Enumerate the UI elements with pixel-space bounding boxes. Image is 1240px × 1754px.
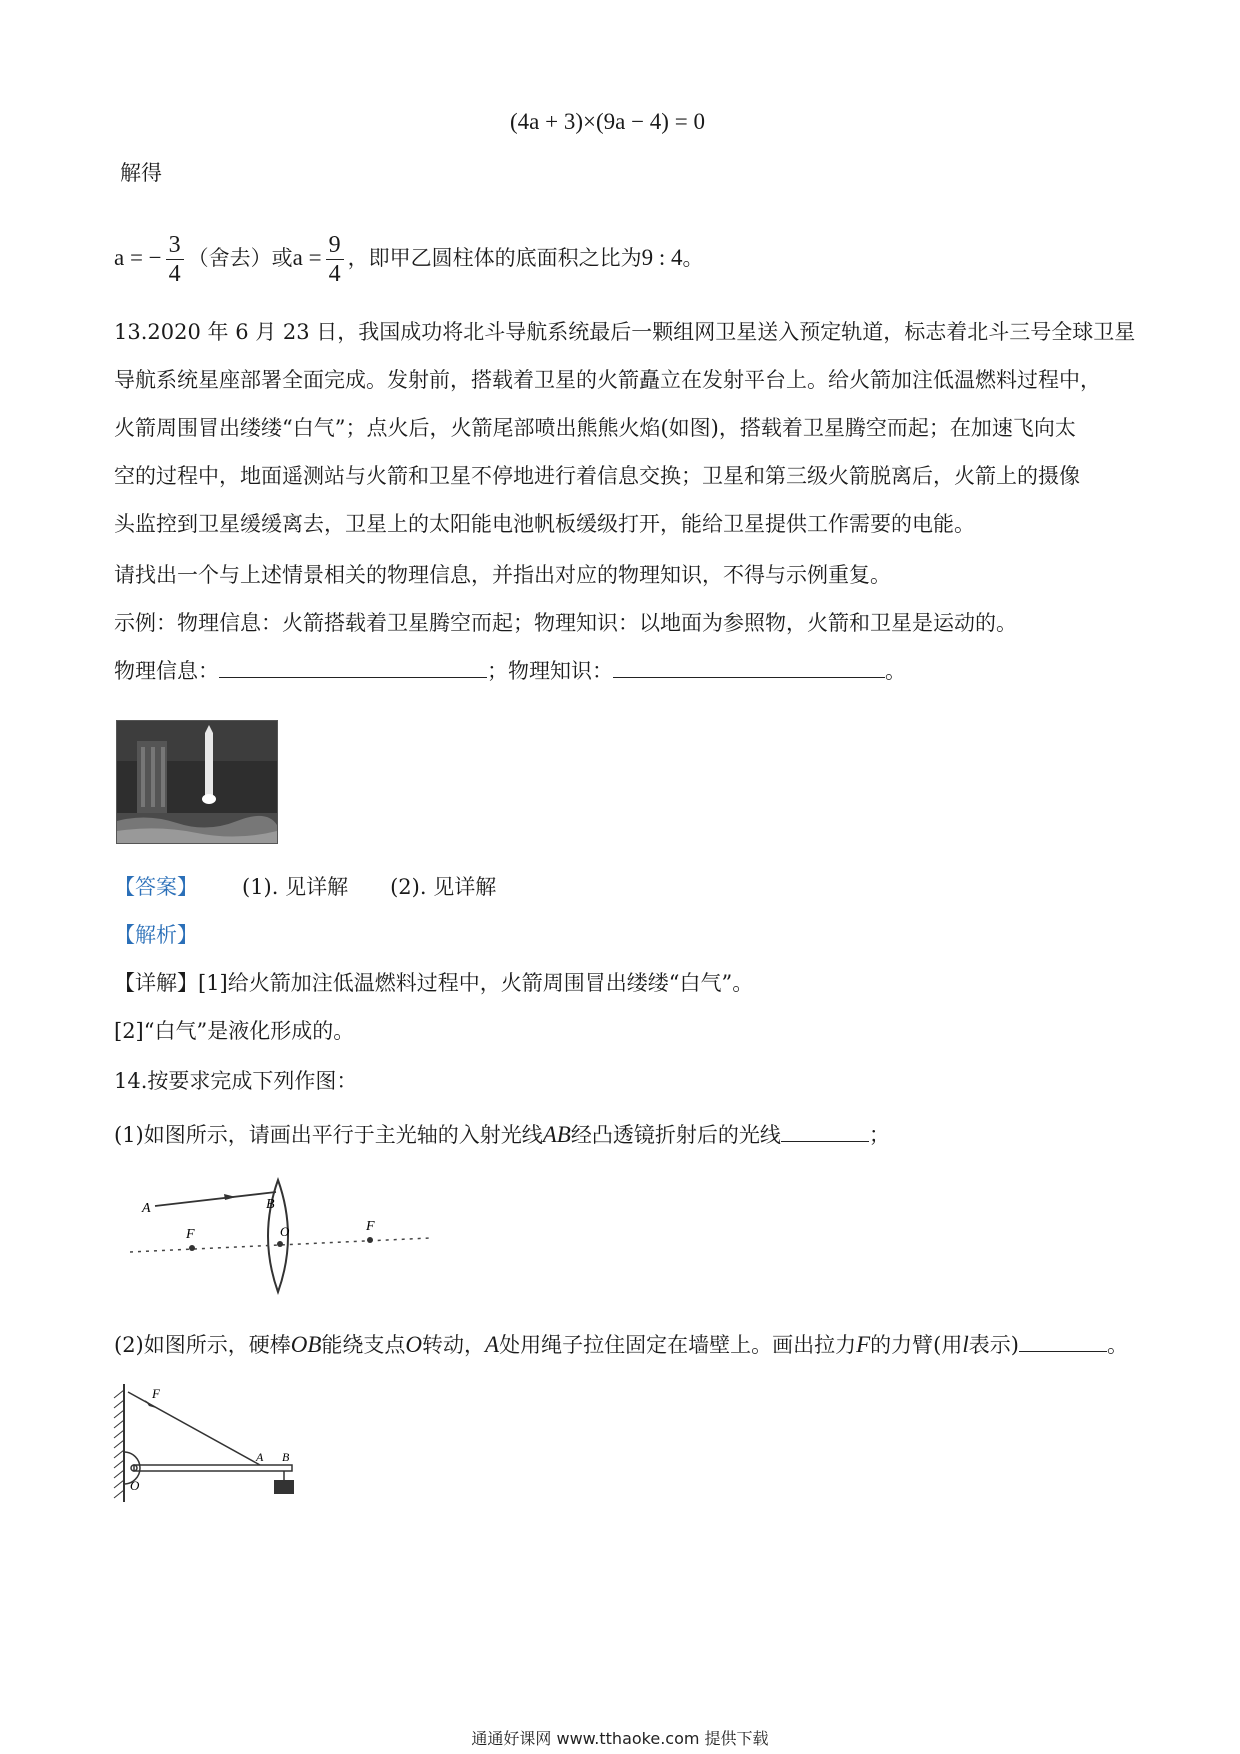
detail-1: [1]给火箭加注低温燃料过程中，火箭周围冒出缕缕“白气”。 bbox=[198, 971, 754, 995]
q14-part2-var-ob: OB bbox=[290, 1332, 322, 1357]
detail-tag: 【详解】 bbox=[114, 971, 198, 995]
knowledge-blank[interactable] bbox=[613, 657, 885, 678]
q13-example: 示例：物理信息：火箭搭载着卫星腾空而起；物理知识：以地面为参照物，火箭和卫星是运动的。 bbox=[114, 611, 1017, 635]
q14-part2-text-d: 处用绳子拉住固定在墙壁上。画出拉力 bbox=[499, 1333, 857, 1357]
lever-label-a: A bbox=[256, 1450, 264, 1464]
fraction-9-4: $\frac{9}{4}$ bbox=[326, 231, 344, 288]
q13-prompt: 请找出一个与上述情景相关的物理信息，并指出对应的物理知识，不得与示例重复。 bbox=[114, 563, 891, 587]
ray-arrow bbox=[224, 1194, 236, 1200]
q14-part1-end: ； bbox=[868, 1123, 890, 1147]
q14-part2-text-a: (2)如图所示，硬棒 bbox=[114, 1333, 291, 1357]
hanging-weight bbox=[274, 1480, 294, 1494]
focus-left-point bbox=[189, 1245, 195, 1251]
q14-part1-text-a: (1)如图所示，请画出平行于主光轴的入射光线 bbox=[114, 1123, 543, 1147]
conclusion-text: ，即甲乙圆柱体的底面积之比为 bbox=[347, 246, 642, 270]
q13-line-2: 导航系统星座部署全面完成。发射前，搭载着卫星的火箭矗立在发射平台上。给火箭加注低温燃料过程中， bbox=[114, 368, 1101, 392]
detail-line-2: [2]“白气”是液化形成的。 bbox=[114, 1019, 355, 1043]
rocket-launch-photo bbox=[116, 720, 278, 844]
q14-title: 14.按要求完成下列作图： bbox=[114, 1069, 358, 1093]
ratio: 9 : 4 bbox=[641, 245, 683, 270]
analysis-tag: 【解析】 bbox=[114, 923, 198, 947]
force-arrow bbox=[145, 1400, 156, 1408]
label-f-right: F bbox=[366, 1219, 375, 1234]
lever-label-f: F bbox=[152, 1386, 160, 1401]
q14-part2-var-a: A bbox=[485, 1332, 500, 1357]
q14-part2-var-l: l bbox=[962, 1332, 969, 1357]
wall-hatching bbox=[114, 1390, 124, 1498]
q14-part1 bbox=[114, 1120, 890, 1150]
fraction-3-4: $\frac{3}{4}$ bbox=[166, 231, 184, 288]
q14-part1-text-b: 经凸透镜折射后的光线 bbox=[570, 1123, 781, 1147]
info-label: 物理信息： bbox=[114, 659, 219, 683]
label-a: A bbox=[142, 1201, 151, 1216]
q14-part2-text-f: 表示) bbox=[968, 1333, 1019, 1357]
info-blank[interactable] bbox=[219, 657, 487, 678]
q14-part2 bbox=[114, 1330, 1128, 1360]
lever-label-o: O bbox=[130, 1478, 140, 1493]
answer-period: 。 bbox=[885, 659, 906, 683]
q13-answer-line bbox=[114, 656, 906, 686]
lever-label-b: B bbox=[282, 1450, 290, 1464]
optical-center-point bbox=[277, 1241, 283, 1247]
rod-ob bbox=[134, 1465, 292, 1471]
focus-right-point bbox=[367, 1237, 373, 1243]
q13-line-5: 头监控到卫星缓缓离去，卫星上的太阳能电池帆板缓级打开，能给卫星提供工作需要的电能。 bbox=[114, 512, 975, 536]
answer-1: (1). 见详解 bbox=[242, 875, 349, 899]
q14-part2-text-b: 能绕支点 bbox=[321, 1333, 406, 1357]
solution-a-prefix-2: a = bbox=[292, 245, 322, 270]
label-o: O bbox=[280, 1224, 290, 1239]
footer-credit: 通通好课网 www.tthaoke.com 提供下载 bbox=[471, 1729, 769, 1748]
knowledge-label: ；物理知识： bbox=[487, 659, 613, 683]
solve-label: 解得 bbox=[120, 161, 162, 185]
label-f-left: F bbox=[186, 1227, 195, 1242]
q13-line-1: 13.2020 年 6 月 23 日，我国成功将北斗导航系统最后一颗组网卫星送入预定轨道，标志着北斗三号全球卫星 bbox=[114, 320, 1136, 344]
incident-ray-ab bbox=[155, 1192, 276, 1206]
conclusion-end: 。 bbox=[682, 246, 704, 270]
answer-tag: 【答案】 bbox=[114, 875, 198, 899]
q14-part2-text-c: 转动， bbox=[422, 1333, 486, 1357]
q14-part2-text-e: 的力臂(用 bbox=[870, 1333, 963, 1357]
detail-line-1 bbox=[114, 968, 753, 998]
discard-note: （舍去）或 bbox=[187, 246, 293, 270]
q14-part2-blank[interactable] bbox=[1019, 1331, 1107, 1352]
rocket-photo-drawing bbox=[117, 721, 277, 843]
solution-line bbox=[114, 228, 703, 288]
q14-part2-var-f: F bbox=[856, 1332, 871, 1357]
q14-part1-var-ab: AB bbox=[542, 1122, 571, 1147]
q14-part2-end: 。 bbox=[1106, 1333, 1128, 1357]
q14-part2-var-o: O bbox=[405, 1332, 423, 1357]
answer-2: (2). 见详解 bbox=[390, 875, 497, 899]
equation: (4a + 3)×(9a − 4) = 0 bbox=[510, 109, 705, 134]
q13-line-4: 空的过程中，地面遥测站与火箭和卫星不停地进行着信息交换；卫星和第三级火箭脱离后，火箭上的摄像 bbox=[114, 464, 1080, 488]
solution-a-prefix: a = − bbox=[114, 245, 162, 270]
q14-part1-blank[interactable] bbox=[781, 1121, 869, 1142]
label-b: B bbox=[266, 1197, 275, 1212]
answer-line bbox=[114, 872, 496, 902]
lever-diagram bbox=[112, 1382, 312, 1504]
q13-line-3: 火箭周围冒出缕缕“白气”；点火后，火箭尾部喷出熊熊火焰(如图)，搭载着卫星腾空而起；在加速飞向太 bbox=[114, 416, 1076, 440]
lens-diagram bbox=[120, 1172, 440, 1302]
